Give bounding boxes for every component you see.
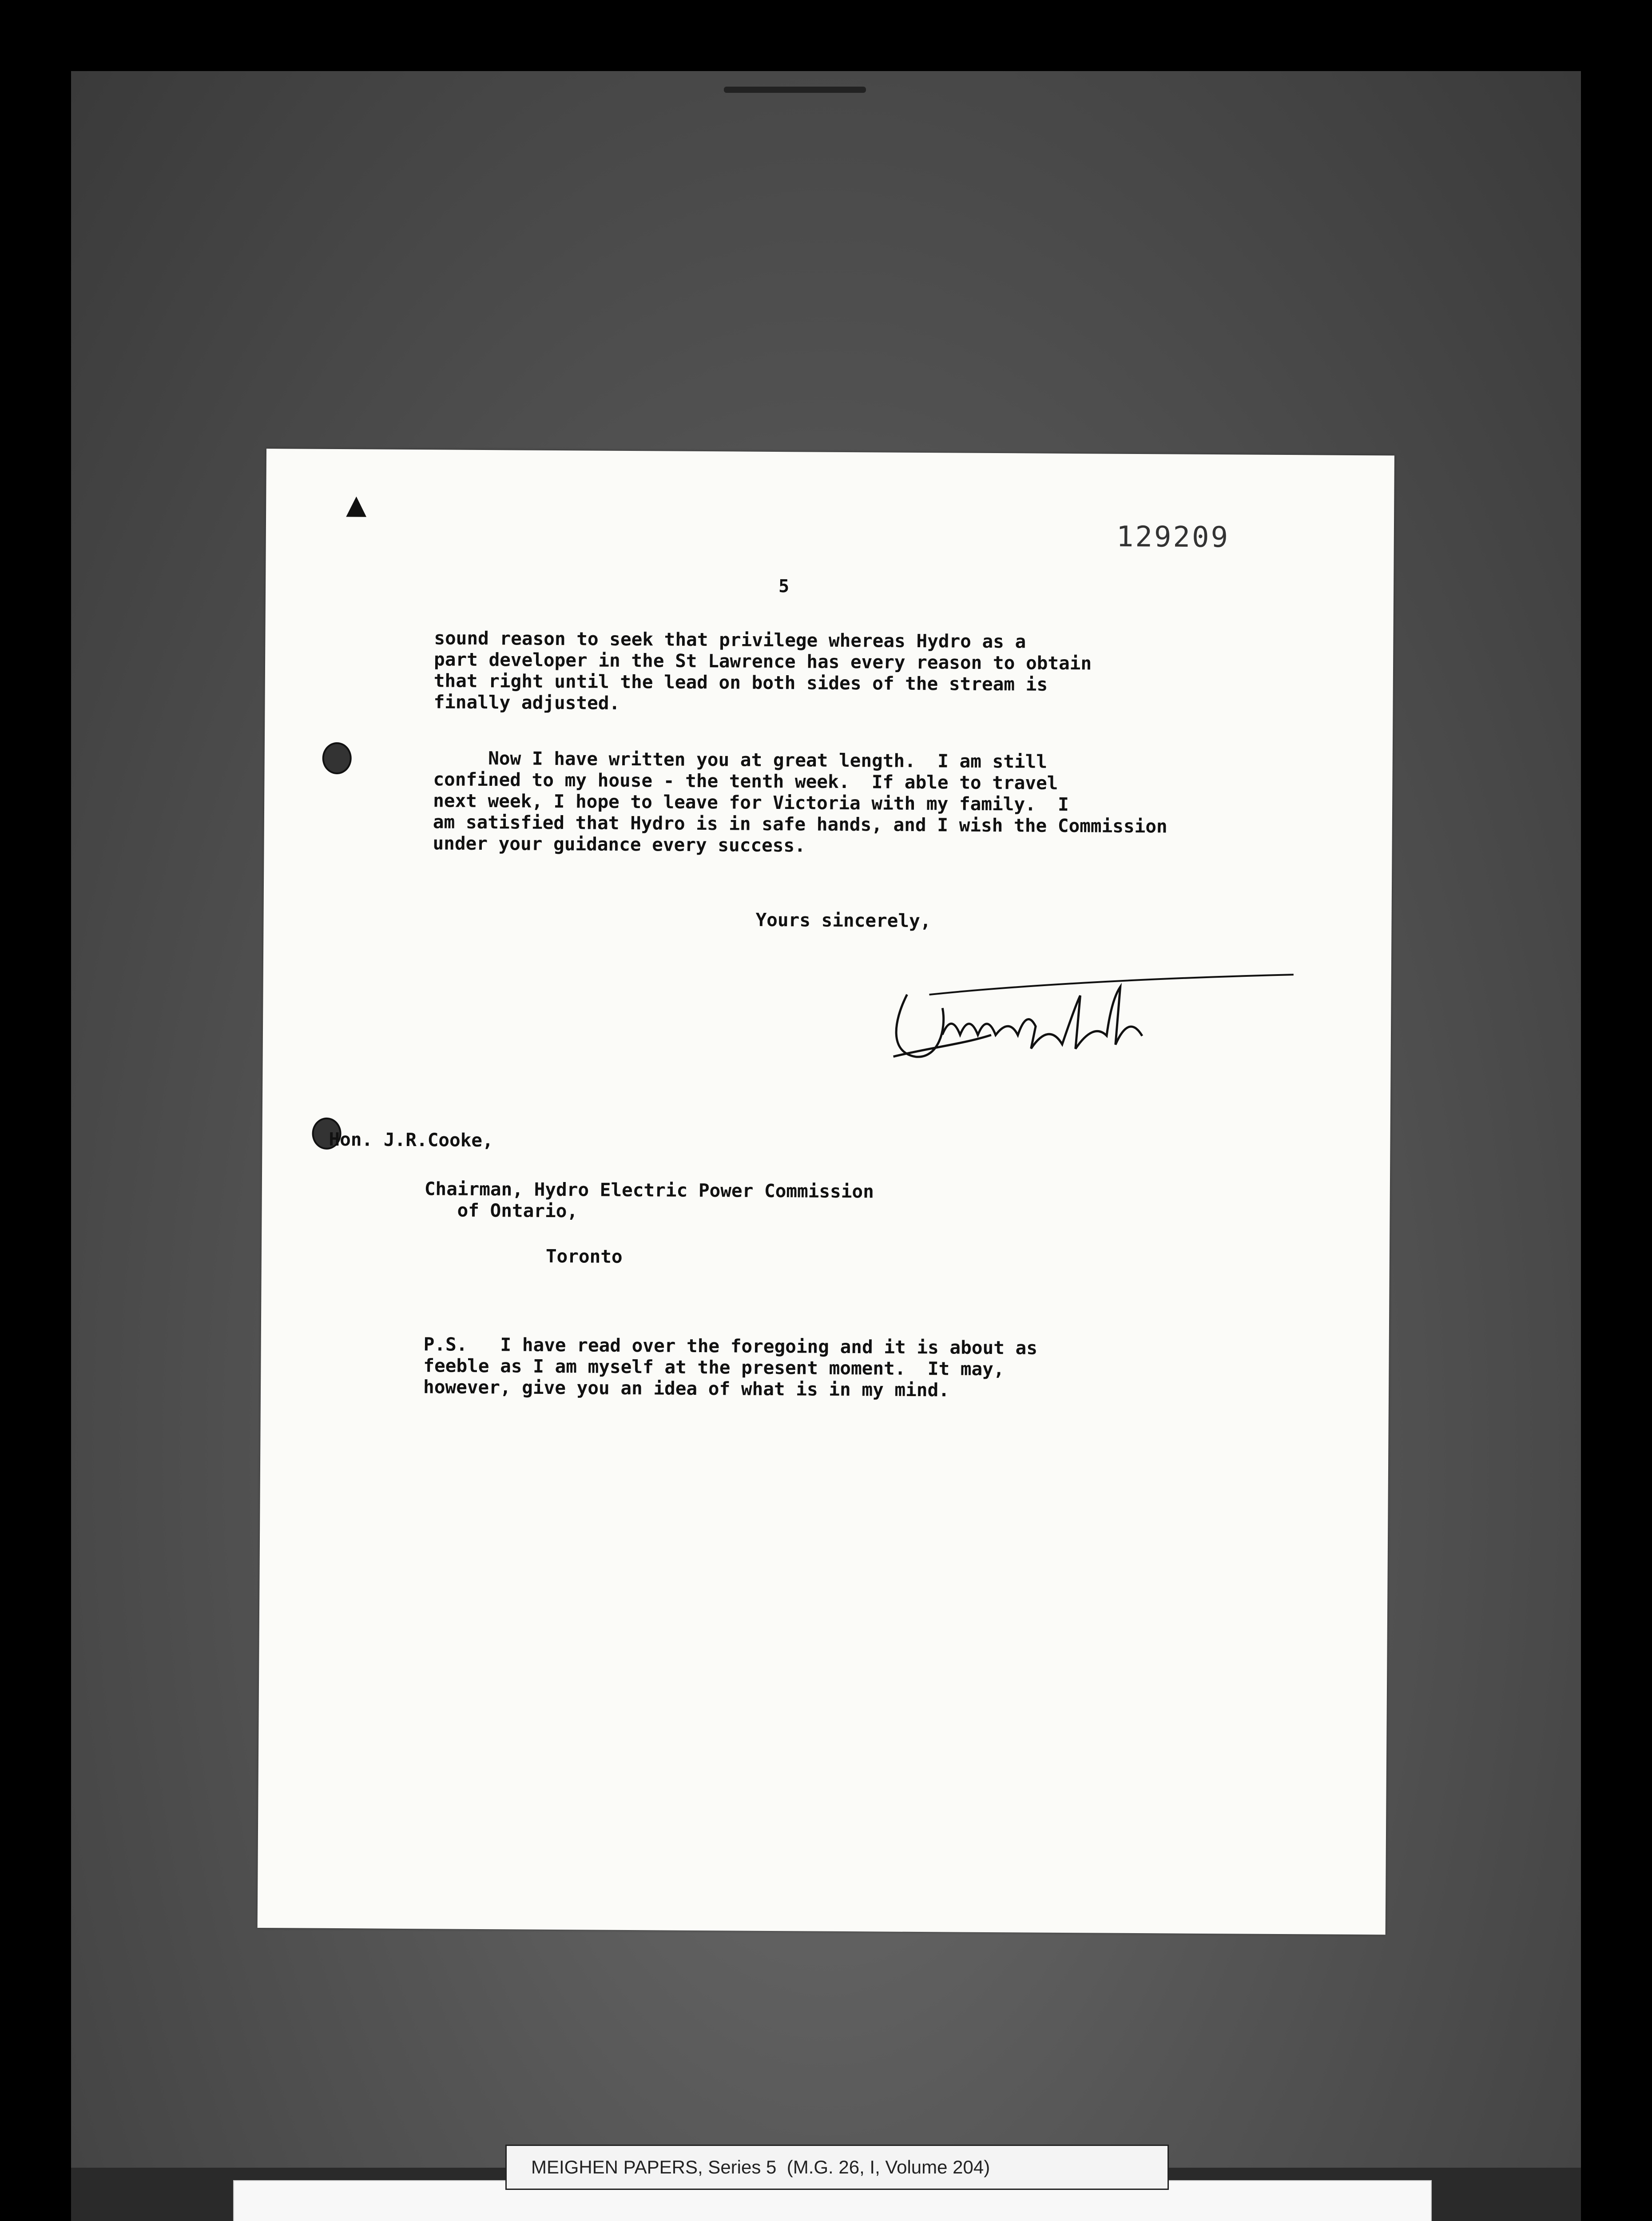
text-line: that right until the lead on both sides of the stream is — [433, 670, 1048, 695]
recipient-title — [424, 1178, 874, 1223]
letter-page — [258, 449, 1394, 1934]
page-number: 5 — [778, 576, 790, 597]
document-number: 129209 — [1116, 520, 1230, 554]
text-line: finally adjusted. — [433, 691, 620, 714]
film-mark — [724, 87, 866, 93]
signature — [875, 967, 1302, 1072]
recipient-city: Toronto — [545, 1245, 623, 1267]
recipient-name: Hon. J.R.Cooke, — [329, 1128, 493, 1151]
punch-hole — [322, 742, 352, 774]
archive-reference-label: MEIGHEN PAPERS, Series 5 (M.G. 26, I, Volume 204) — [505, 2145, 1169, 2190]
paragraph-1 — [433, 627, 1092, 716]
text-line: under your guidance every success. — [433, 832, 806, 856]
text-line: confined to my house - the tenth week. If able to travel — [433, 768, 1058, 794]
text-line: of Ontario, — [424, 1199, 578, 1222]
text-line: Now I have written you at great length. I am still — [433, 747, 1048, 772]
postscript — [423, 1333, 1037, 1401]
text-line: next week, I hope to leave for Victoria with my family. I — [433, 790, 1069, 816]
closing: Yours sincerely, — [755, 909, 931, 932]
text-line: part developer in the St Lawrence has every reason to obtain — [433, 649, 1092, 674]
text-line: am satisfied that Hydro is in safe hands, and I wish the Commission — [433, 811, 1168, 837]
text-line: however, give you an idea of what is in my mind. — [423, 1376, 950, 1401]
text-line: feeble as I am myself at the present moment. It may, — [423, 1355, 1005, 1380]
text-line: Chairman, Hydro Electric Power Commission — [424, 1178, 874, 1202]
text-line: sound reason to seek that privilege whereas Hydro as a — [434, 627, 1026, 653]
paragraph-2 — [433, 747, 1168, 858]
text-line: P.S. I have read over the foregoing and it is about as — [423, 1333, 1038, 1359]
corner-mark: ▲ — [346, 489, 367, 521]
